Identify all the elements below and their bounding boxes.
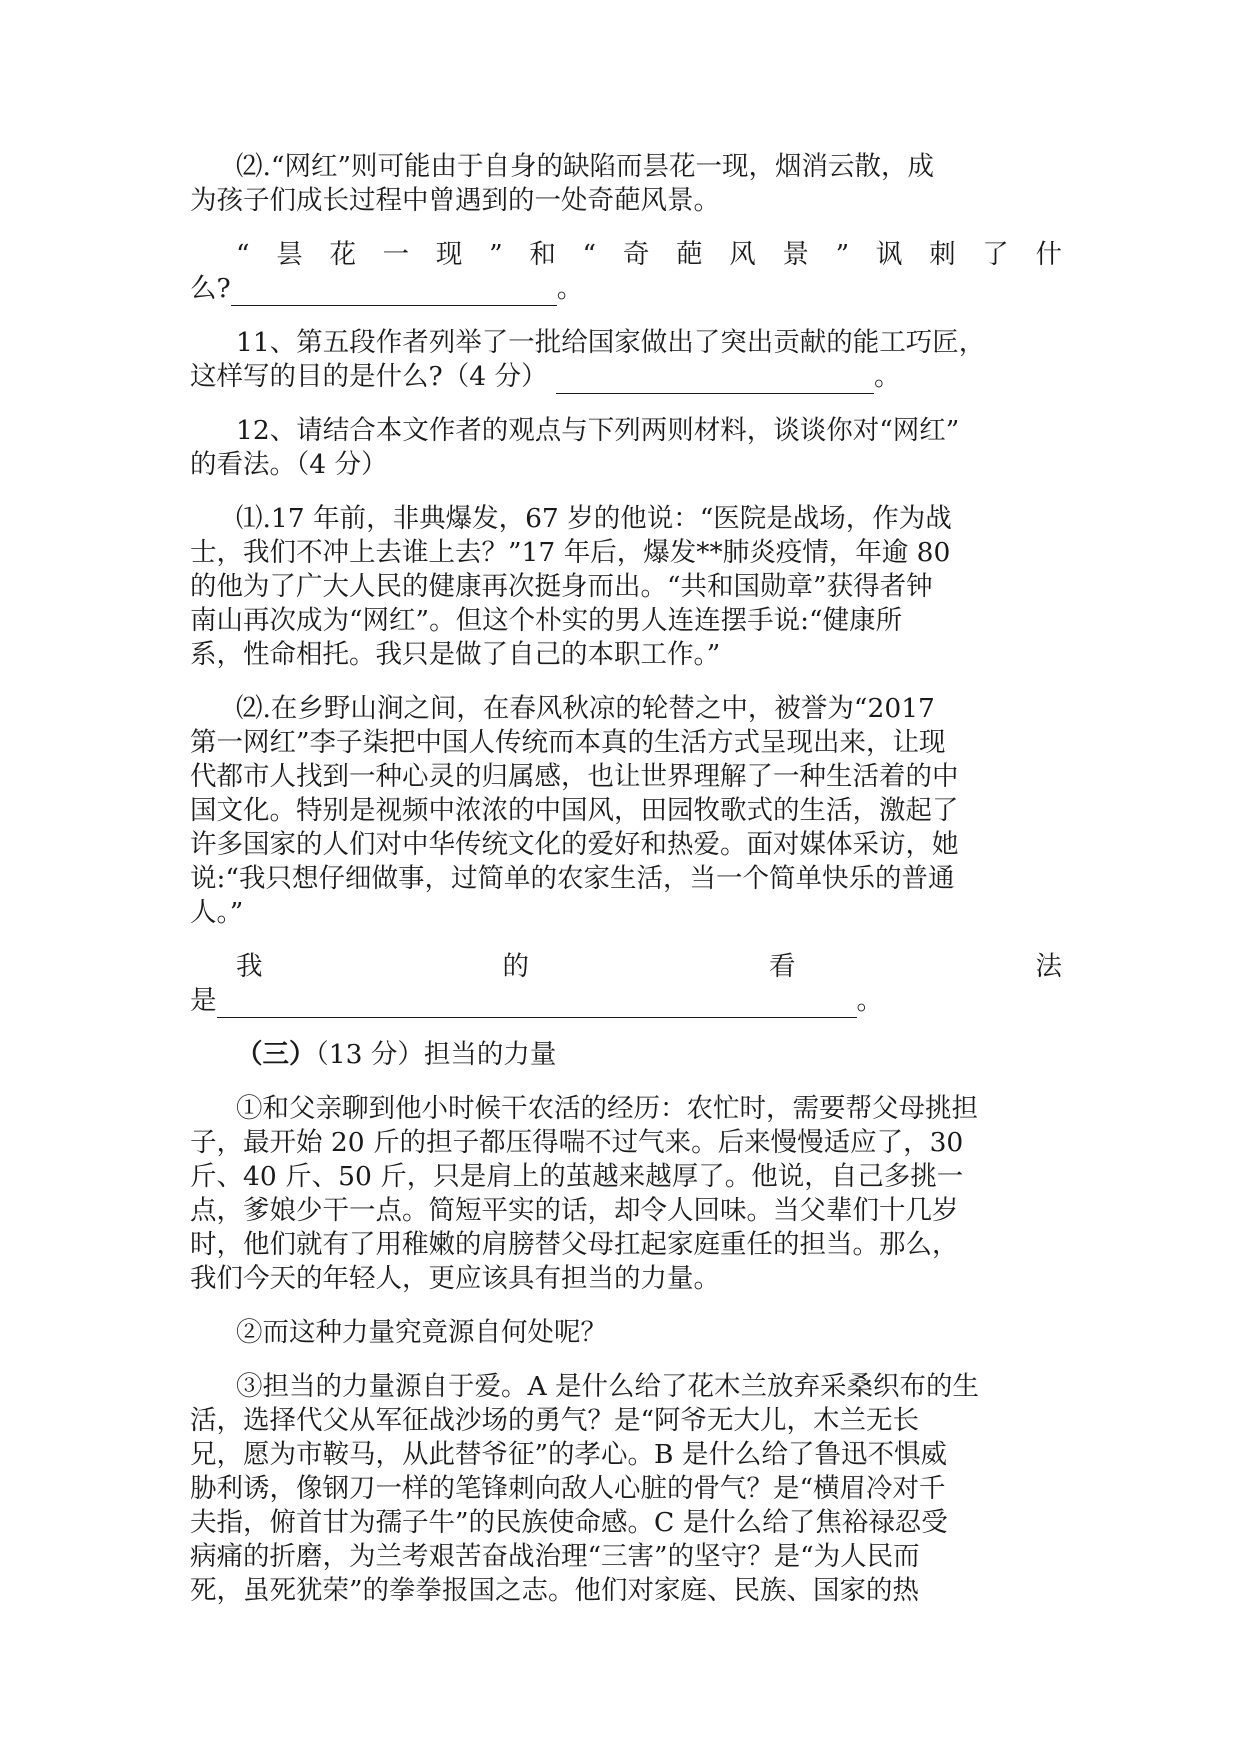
text-line: 点，爹娘少干一点。简短平实的话，却令人回味。当父辈们十几岁 (190, 1195, 959, 1226)
text-line: 国文化。特别是视频中浓浓的中国风，田园牧歌式的生活，激起了 (190, 795, 959, 826)
section-heading: （13 分）担当的力量 (315, 1039, 557, 1070)
text-line: ⑵.“网红”则可能由于自身的缺陷而昙花一现，烟消云散，成 (236, 151, 935, 182)
spread-char: 刺 (929, 239, 956, 270)
text-line: 兄，愿为市鞍马，从此替爷征”的孝心。B 是什么给了鲁迅不惧威 (190, 1439, 947, 1470)
spread-char: 风 (729, 239, 756, 270)
spread-char: 和 (529, 239, 556, 270)
q10-part2-question (190, 238, 1062, 306)
text-line: 活，选择代父从军征战沙场的勇气？是“阿爷无大儿，木兰无长 (190, 1405, 920, 1436)
spread-char: 花 (329, 239, 356, 270)
text-line: 胁利诱，像钢刀一样的笔锋刺向敌人心脏的骨气？是“横眉冷对千 (190, 1473, 946, 1504)
spread-char: 法 (1035, 951, 1062, 982)
spread-char: 葩 (676, 239, 703, 270)
question-spread-line (190, 238, 1062, 272)
material-2 (190, 692, 1062, 930)
text-line: 系，性命相托。我只是做了自己的本职工作。” (190, 639, 721, 670)
question-text: 这样写的目的是什么?（4 分） (190, 361, 548, 392)
text-line: ①和父亲聊到他小时候干农活的经历：农忙时，需要帮父母挑担 (236, 1093, 978, 1124)
spread-char: “ (582, 239, 597, 270)
question-last-line (190, 272, 1062, 306)
text-line: 的看法。（4 分） (190, 449, 388, 480)
text-line: 士，我们不冲上去谁上去？”17 年后，爆发**肺炎疫情，年逾 80 (190, 537, 951, 568)
text-line: ⑵.在乡野山涧之间，在春风秋凉的轮替之中，被誉为“2017 (236, 693, 935, 724)
text-line: 子，最开始 20 斤的担子都压得喘不过气来。后来慢慢适应了，30 (190, 1127, 964, 1158)
spread-char: 了 (982, 239, 1009, 270)
section-title (190, 1038, 1062, 1072)
text-line: 为孩子们成长过程中曾遇到的一处奇葩风景。 (190, 185, 720, 216)
spread-char: 昙 (276, 239, 303, 270)
text-line: 时，他们就有了用稚嫩的肩膀替父母扛起家庭重任的担当。那么， (190, 1229, 959, 1260)
spread-char: 什 (1035, 239, 1062, 270)
answer-end-mark: 。 (556, 273, 584, 304)
section-number: （三） (236, 1039, 316, 1070)
spread-char: 看 (769, 951, 796, 982)
my-view-spread-line (190, 950, 1062, 984)
text-line: 第一网红”李子柒把中国人传统而本真的生活方式呈现出来，让现 (190, 727, 946, 758)
text-line: 病痛的折磨，为兰考艰苦奋战治理“三害”的坚守？是“为人民而 (190, 1541, 920, 1572)
text-line: 12、请结合本文作者的观点与下列两则材料，谈谈你对“网红” (236, 415, 960, 446)
spread-char: ” (489, 239, 503, 270)
answer-blank[interactable] (231, 275, 557, 306)
q10-part2-quote (190, 150, 1062, 218)
spread-char: “ (236, 239, 250, 270)
text-line: 斤、40 斤、50 斤，只是肩上的茧越来越厚了。他说，自己多挑一 (190, 1161, 964, 1192)
exam-page (190, 150, 1062, 1608)
text-line: 死，虽死犹荣”的拳拳报国之志。他们对家庭、民族、国家的热 (190, 1575, 920, 1606)
text-line: 代都市人找到一种心灵的归属感，也让世界理解了一种生活着的中 (190, 761, 959, 792)
spread-char: 的 (502, 951, 529, 982)
my-view-answer (190, 950, 1062, 1018)
answer-end-mark: 。 (873, 361, 901, 392)
my-view-end-char: 是 (190, 985, 217, 1016)
answer-end-mark: 。 (856, 985, 883, 1016)
material-1 (190, 502, 1062, 672)
text-line: 夫指，俯首甘为孺子牛”的民族使命感。C 是什么给了焦裕禄忍受 (190, 1507, 948, 1538)
paragraph-3 (190, 1370, 1062, 1608)
answer-blank[interactable] (217, 987, 857, 1018)
spread-char: 讽 (875, 239, 903, 270)
q12-question (190, 414, 1062, 482)
text-line: ③担当的力量源自于爱。A 是什么给了花木兰放弃采桑织布的生 (236, 1371, 980, 1402)
spread-char: 奇 (622, 239, 650, 270)
text-line: 的他为了广大人民的健康再次挺身而出。“共和国勋章”获得者钟 (190, 571, 933, 602)
question-end-text: 么? (190, 273, 231, 304)
text-line-with-blank (190, 360, 1062, 394)
spread-char: 一 (382, 239, 410, 270)
spread-char: 现 (435, 239, 463, 270)
spread-char: 我 (236, 951, 263, 982)
spread-char: ” (835, 239, 850, 270)
my-view-last-line (190, 984, 1062, 1018)
text-line: ⑴.17 年前，非典爆发，67 岁的他说：“医院是战场，作为战 (236, 503, 952, 534)
text-line: 11、第五段作者列举了一批给国家做出了突出贡献的能工巧匠， (236, 327, 986, 358)
paragraph-2: ②而这种力量究竟源自何处呢？ (236, 1317, 607, 1348)
text-line: 南山再次成为“网红”。但这个朴实的男人连连摆手说:“健康所 (190, 605, 903, 636)
spread-char: 景 (782, 239, 809, 270)
q11-question (190, 326, 1062, 394)
text-line: 说:“我只想仔细做事，过简单的农家生活，当一个简单快乐的普通 (190, 863, 955, 894)
text-line: 人。” (190, 897, 244, 928)
paragraph-1 (190, 1092, 1062, 1296)
answer-blank[interactable] (556, 363, 874, 394)
text-line: 许多国家的人们对中华传统文化的爱好和热爱。面对媒体采访，她 (190, 829, 959, 860)
text-line: 我们今天的年轻人，更应该具有担当的力量。 (190, 1263, 720, 1294)
